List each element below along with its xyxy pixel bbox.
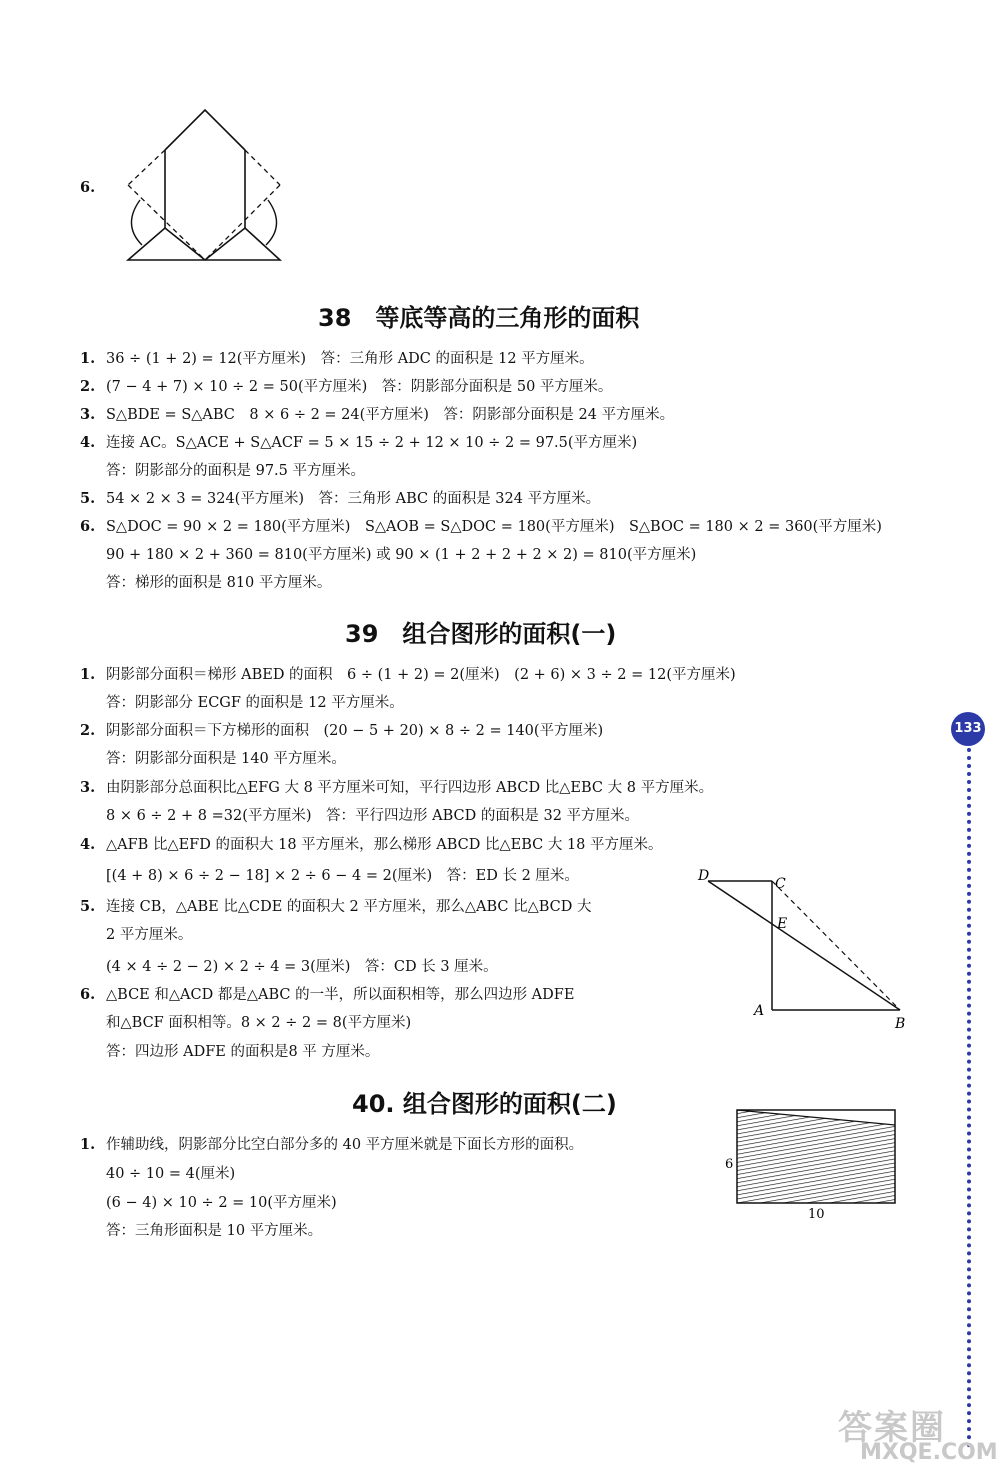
s39-line-6b: 和△BCF 面积相等。8 × 2 ÷ 2 = 8(平方厘米): [106, 1015, 412, 1031]
s39-line-5a: 连接 CB，△ABE 比△CDE 的面积大 2 平方厘米，那么△ABC 比△BCD 大: [106, 899, 592, 915]
section-38-title: 38 等底等高的三角形的面积: [318, 304, 640, 332]
s38-line-2: (7 − 4 + 7) × 10 ÷ 2 = 50(平方厘米) 答：阴影部分面积是 50 平方厘米。: [106, 379, 613, 395]
s39-line-1a: 阴影部分面积＝梯形 ABED 的面积 6 ÷ (1 + 2) = 2(厘米) (2 + 6) × 3 ÷ 2 = 12(平方厘米): [106, 667, 736, 683]
s40-num-1: 1.: [80, 1136, 96, 1153]
s38-line-6b: 90 + 180 × 2 + 360 = 810(平方厘米) 或 90 × (1 + 2 + 2 + 2 × 2) = 810(平方厘米): [106, 547, 697, 563]
s39-num-6: 6.: [80, 986, 96, 1003]
s39-num-2: 2.: [80, 722, 96, 739]
s38-num-6: 6.: [80, 518, 96, 535]
s40-line-1c: (6 − 4) × 10 ÷ 2 = 10(平方厘米): [106, 1195, 337, 1211]
s38-num-1: 1.: [80, 350, 96, 367]
trapezoid-figure: [690, 862, 920, 1037]
label-a: A: [754, 1003, 765, 1019]
s39-num-1: 1.: [80, 666, 96, 683]
watermark-text: 答案圈: [838, 1408, 946, 1448]
s39-line-4b: [(4 + 8) × 6 ÷ 2 − 18] × 2 ÷ 6 − 4 = 2(厘米) 答：ED 长 2 厘米。: [106, 868, 579, 884]
section-39-title: 39 组合图形的面积(一): [345, 620, 617, 648]
watermark-url: MXQE.COM: [860, 1440, 998, 1465]
s38-line-5: 54 × 2 × 3 = 324(平方厘米) 答：三角形 ABC 的面积是 324 平方厘米。: [106, 491, 601, 507]
s38-line-1: 36 ÷ (1 + 2) = 12(平方厘米) 答：三角形 ADC 的面积是 12 平方厘米。: [106, 351, 594, 367]
dotted-margin-line: [967, 748, 971, 1448]
section-40-title: 40. 组合图形的面积(二): [352, 1090, 617, 1118]
s39-num-3: 3.: [80, 779, 96, 796]
s39-line-2b: 答：阴影部分面积是 140 平方厘米。: [106, 751, 346, 767]
s39-num-5: 5.: [80, 898, 96, 915]
s39-num-4: 4.: [80, 836, 96, 853]
s38-num-3: 3.: [80, 406, 96, 423]
s38-line-6c: 答：梯形的面积是 810 平方厘米。: [106, 575, 332, 591]
label-e: E: [777, 916, 788, 932]
folded-paper-figure: [120, 105, 290, 270]
s40-line-1d: 答：三角形面积是 10 平方厘米。: [106, 1223, 323, 1239]
shaded-rectangle-figure: [715, 1105, 915, 1220]
s40-line-1a: 作辅助线，阴影部分比空白部分多的 40 平方厘米就是下面长方形的面积。: [106, 1137, 584, 1153]
s39-line-3b: 8 × 6 ÷ 2 + 8 =32(平方厘米) 答：平行四边形 ABCD 的面积是 32 平方厘米。: [106, 808, 640, 824]
s39-line-6c: 答：四边形 ADFE 的面积是8 平 方厘米。: [106, 1044, 380, 1060]
s39-line-5b: 2 平方厘米。: [106, 927, 193, 943]
label-side: 6: [725, 1157, 734, 1172]
s38-num-4: 4.: [80, 434, 96, 451]
label-b: B: [895, 1016, 906, 1032]
s38-line-4b: 答：阴影部分的面积是 97.5 平方厘米。: [106, 463, 366, 479]
s38-line-3: S△BDE = S△ABC 8 × 6 ÷ 2 = 24(平方厘米) 答：阴影部分面积是 24 平方厘米。: [106, 407, 675, 423]
s39-line-2a: 阴影部分面积＝下方梯形的面积 (20 − 5 + 20) × 8 ÷ 2 = 140(平方厘米): [106, 723, 604, 739]
label-d: D: [698, 868, 710, 884]
page-number-badge: 133: [951, 712, 985, 746]
s38-line-6a: S△DOC = 90 × 2 = 180(平方厘米) S△AOB = S△DOC = 180(平方厘米) S△BOC = 180 × 2 = 360(平方厘米): [106, 519, 882, 535]
s39-line-3a: 由阴影部分总面积比△EFG 大 8 平方厘米可知，平行四边形 ABCD 比△EBC 大 8 平方厘米。: [106, 780, 714, 796]
label-c: C: [775, 876, 786, 892]
prev-item-number: 6.: [80, 179, 96, 196]
s39-line-6a: △BCE 和△ACD 都是△ABC 的一半，所以面积相等，那么四边形 ADFE: [106, 987, 575, 1003]
label-bottom: 10: [808, 1207, 825, 1220]
s38-num-5: 5.: [80, 490, 96, 507]
s39-line-1b: 答：阴影部分 ECGF 的面积是 12 平方厘米。: [106, 695, 404, 711]
s39-line-4a: △AFB 比△EFD 的面积大 18 平方厘米，那么梯形 ABCD 比△EBC 大 18 平方厘米。: [106, 837, 663, 853]
s38-num-2: 2.: [80, 378, 96, 395]
s39-line-5c: (4 × 4 ÷ 2 − 2) × 2 ÷ 4 = 3(厘米) 答：CD 长 3 厘米。: [106, 959, 498, 975]
s38-line-4a: 连接 AC。S△ACE + S△ACF = 5 × 15 ÷ 2 + 12 × 10 ÷ 2 = 97.5(平方厘米): [106, 435, 638, 451]
s40-line-1b: 40 ÷ 10 = 4(厘米): [106, 1166, 236, 1182]
